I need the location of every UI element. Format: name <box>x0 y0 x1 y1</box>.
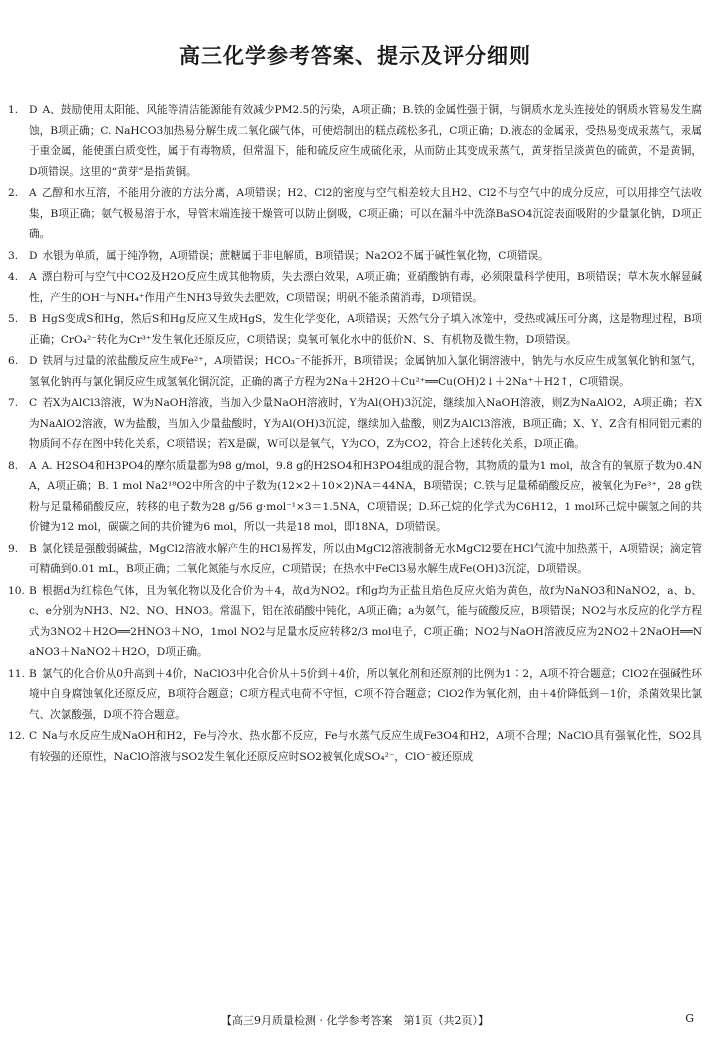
page-title: 高三化学参考答案、提示及评分细则 <box>179 44 531 68</box>
answer-letter: C <box>29 397 38 409</box>
explanation-text: 铁屑与过量的浓盐酸反应生成Fe²⁺，A项错误；HCO₃⁻不能拆开，B项错误；金属钠加入氯化铜溶液中，钠先与水反应生成氢氧化钠和氢气，氢氧化钠再与氯化铜反应生成氢氧化铜沉淀，正确的离子方程为2Na＋2H2O＋Cu²⁺══Cu(OH)2↓＋2Na⁺＋H2↑，C项错误。 <box>29 355 702 388</box>
explanation-text: 氯化镁是强酸弱碱盐，MgCl2溶液水解产生的HCl易挥发，所以由MgCl2溶液制备无水MgCl2要在HCl气流中加热蒸干，A项错误；滴定管可精确到0.01 mL，B项正确；二氧化氮能与水反应，C项错误；在热水中FeCl3易水解生成Fe(OH)3沉淀，D项错误。 <box>29 542 702 575</box>
answer-letter: D <box>29 249 38 262</box>
page-footer: 【高三9月质量检测 · 化学参考答案 第1页（共2页）】 <box>221 1014 489 1027</box>
answer-letter: D <box>29 104 38 116</box>
answer-letter: B <box>29 542 37 555</box>
question-number: 3. <box>8 249 19 262</box>
answer-letter: A <box>29 271 37 283</box>
explanation-text: 若X为AlCl3溶液，W为NaOH溶液，当加入少量NaOH溶液时，Y为Al(OH)3沉淀，继续加入NaOH溶液，则Z为NaAlO2，A项正确；若X为NaAlO2溶液，W为盐酸，当加入少量盐酸时，Y为Al(OH)3沉淀，继续加入盐酸，则Z为AlCl3溶液，B项正确；X、Y、Z含有相同铝元素的物质间不存在图中转化关系，C项错误；若X是碳，W可以是氧气，Y为CO，Z为CO2，符合上述转化关系，D项正确。 <box>29 397 702 450</box>
question-number: 5. <box>8 313 19 325</box>
answer-letter: A <box>29 459 37 472</box>
question-number: 1. <box>8 104 19 116</box>
answers-list <box>8 100 702 768</box>
footer-version-code: G <box>685 1012 694 1025</box>
explanation-text: 根据d为红棕色气体，且为氧化物以及化合价为＋4，故d为NO2。f和g均为正盐且焰色反应火焰为黄色，故f为NaNO3和NaNO2，a、b、c、e分别为NH3、N2、NO、HNO3。常温下，铝在浓硝酸中钝化，A项正确；a为氨气，能与硫酸反应，B项错误；NO2与水反应的化学方程式为3NO2＋H2O══2HNO3＋NO，1mol NO2与足量水反应转移2/3 mol电子，C项正确；NO2与NaOH溶液反应为2NO2＋2NaOH══NaNO3＋NaNO2＋H2O，D项正确。 <box>29 584 702 658</box>
question-number: 10. <box>8 584 25 597</box>
answer-letter: D <box>29 355 38 367</box>
answer-letter: B <box>29 313 37 325</box>
explanation-text: 漂白粉可与空气中CO2及H2O反应生成其他物质，失去漂白效果，A项正确；亚硝酸钠有毒，必须限量科学使用，B项错误；草木灰水解显碱性，产生的OH⁻与NH₄⁺作用产生NH3导致失去肥效，C项错误；明矾不能杀菌消毒，D项错误。 <box>29 271 702 304</box>
answer-item <box>8 351 702 392</box>
question-number: 7. <box>8 397 19 409</box>
answer-item <box>8 267 702 308</box>
answer-item <box>8 539 702 580</box>
explanation-text: A. H2SO4和H3PO4的摩尔质量都为98 g/mol，9.8 g的H2SO4和H3PO4组成的混合物，其物质的量为1 mol，故含有的氧原子数为0.4NA，A项正确；B. 1 mol Na2¹⁸O2中所含的中子数为(12×2＋10×2)NA＝44NA，B项错误；C.铁与足量稀硝酸反应，被氧化为Fe³⁺，28 g铁粉与足量稀硝酸反应，转移的电子数为28 g/56 g·mol⁻¹×3＝1.5NA，C项错误；D.环己烷的化学式为C6H12，1 mol环己烷中碳氢之间的共价键为12 mol，碳碳之间的共价键为6 mol，所以一共是18 mol，即18NA，D项错误。 <box>29 459 702 533</box>
answer-item <box>8 100 702 182</box>
question-number: 12. <box>8 730 25 742</box>
question-number: 4. <box>8 271 19 283</box>
question-number: 9. <box>8 542 19 555</box>
answer-item <box>8 393 702 455</box>
question-number: 6. <box>8 355 19 367</box>
question-number: 11. <box>8 667 25 680</box>
explanation-text: 乙醇和水互溶，不能用分液的方法分离，A项错误；H2、Cl2的密度与空气相差较大且H2、Cl2不与空气中的成分反应，可以用排空气法收集，B项正确；氨气极易溶于水，导管末端连接干燥管可以防止倒吸，C项正确；可以在漏斗中洗涤BaSO4沉淀表面吸附的少量氯化钠，D项正确。 <box>29 187 702 240</box>
answer-item <box>8 664 702 726</box>
answer-letter: B <box>29 584 37 597</box>
answer-item <box>8 456 702 538</box>
answer-item <box>8 726 702 767</box>
question-number: 8. <box>8 459 19 472</box>
question-number: 2. <box>8 187 19 199</box>
explanation-text: 水银为单质，属于纯净物，A项错误；蔗糖属于非电解质，B项错误；Na2O2不属于碱性氧化物，C项错误。 <box>42 249 549 262</box>
answer-item <box>8 183 702 245</box>
explanation-text: Na与水反应生成NaOH和H2，Fe与冷水、热水都不反应，Fe与水蒸气反应生成Fe3O4和H2，A项不合理；NaClO具有强氧化性，SO2具有较强的还原性，NaClO溶液与SO2发生氧化还原反应时SO2被氧化成SO₄²⁻，ClO⁻被还原成 <box>29 730 702 763</box>
explanation-text: A、鼓励使用太阳能、风能等清洁能源能有效减少PM2.5的污染，A项正确；B.铁的金属性强于铜，与铜质水龙头连接处的钢质水管易发生腐蚀，B项正确；C. NaHCO3加热易分解生成二氧化碳气体，可使焙制出的糕点疏松多孔，C项正确；D.液态的金属汞，受热易变成汞蒸气，汞属于重金属，能使蛋白质变性，属于有毒物质，但常温下，能和硫反应生成硫化汞，从而防止其变成汞蒸气，黄芽指呈淡黄色的硫黄，不是黄铜，D项错误。这里的“黄芽”是指黄铜。 <box>29 104 702 178</box>
answer-letter: A <box>29 187 37 199</box>
explanation-text: 氯气的化合价从0升高到＋4价，NaClO3中化合价从＋5价到＋4价，所以氧化剂和还原剂的比例为1∶2，A项不符合题意；ClO2在强碱性环境中自身腐蚀氧化还原反应，B项符合题意；C项方程式电荷不守恒，C项不符合题意；ClO2作为氧化剂，由＋4价降低到－1价，杀菌效果比氯气、次氯酸强，D项不符合题意。 <box>29 667 702 721</box>
answer-item <box>8 246 702 267</box>
answer-item <box>8 581 702 663</box>
answer-letter: B <box>29 667 37 680</box>
answer-letter: C <box>29 730 38 742</box>
answer-item <box>8 309 702 350</box>
explanation-text: HgS变成S和Hg，然后S和Hg反应又生成HgS，发生化学变化，A项错误；天然气分子填入冰笼中，受热或减压可分离，这是物理过程，B项正确；CrO₄²⁻转化为Cr³⁺发生氧化还原反应，C项错误；臭氧可氧化水中的低价N、S、有机物及微生物，D项错误。 <box>29 313 702 346</box>
